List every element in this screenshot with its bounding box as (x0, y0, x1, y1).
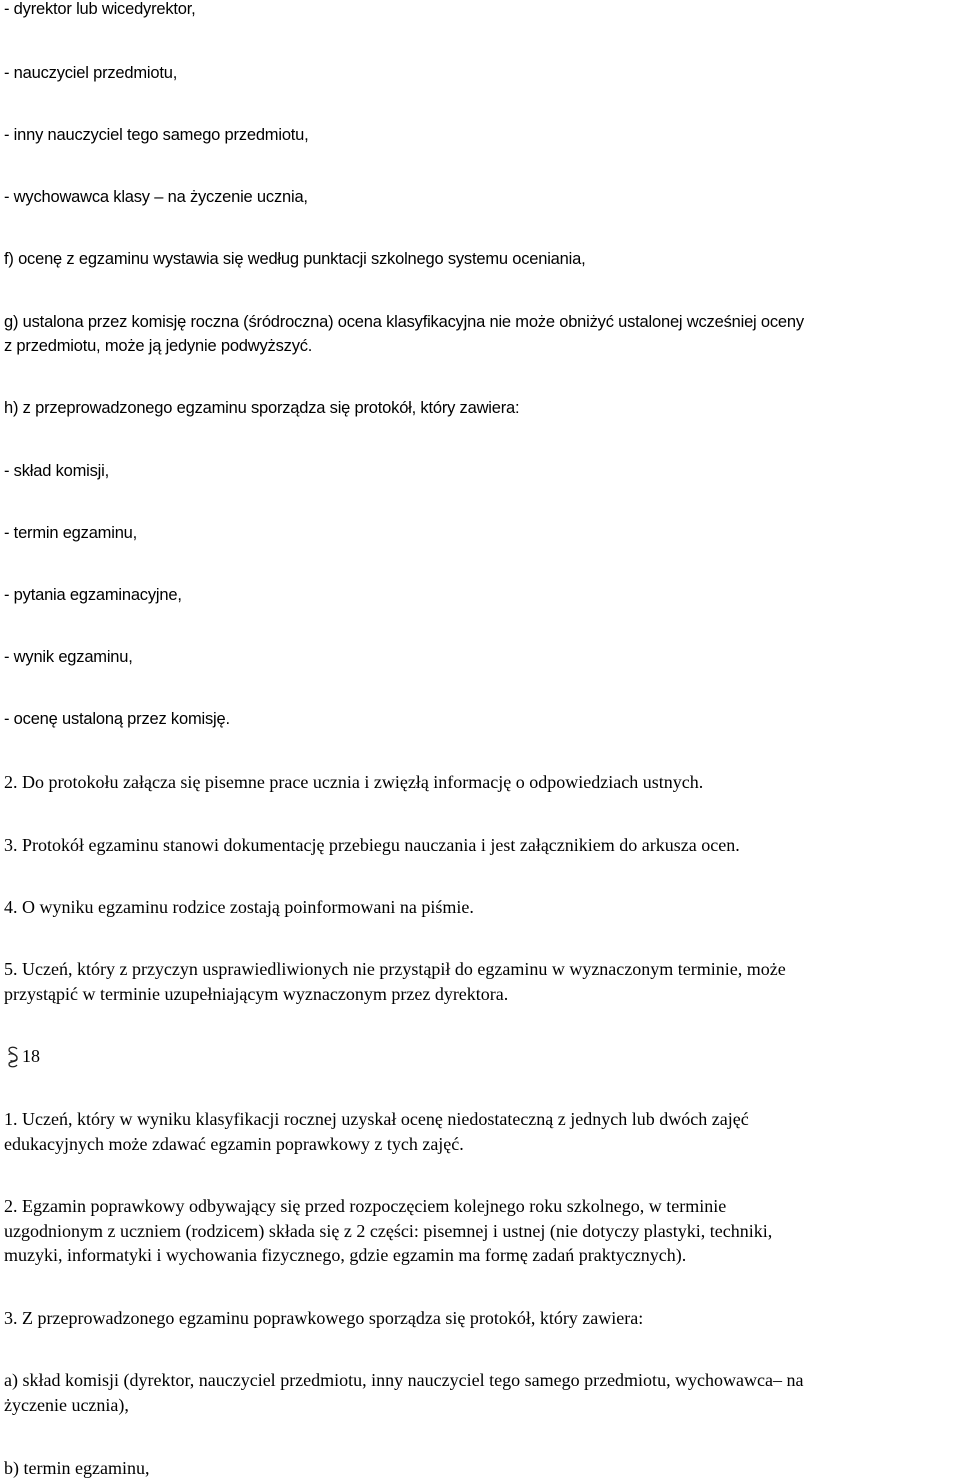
paragraph: 5. Uczeń, który z przyczyn usprawiedliwionych nie przystąpił do egzaminu w wyznaczonym terminie, może (4, 959, 786, 979)
list-item: życzenie ucznia), (4, 1395, 129, 1415)
paragraph: z przedmiotu, może ją jedynie podwyższyć. (4, 337, 313, 355)
paragraph: 3. Z przeprowadzonego egzaminu poprawkowego sporządza się protokół, który zawiera: (4, 1308, 644, 1328)
paragraph: g) ustalona przez komisję roczna (śródroczna) ocena klasyfikacyjna nie może obniżyć ustalonej wcześniej oceny (4, 313, 804, 331)
list-item: - dyrektor lub wicedyrektor, (4, 0, 196, 18)
paragraph: 3. Protokół egzaminu stanowi dokumentację przebiegu nauczania i jest załącznikiem do arkusza ocen. (4, 835, 740, 855)
paragraph: edukacyjnych może zdawać egzamin poprawkowy z tych zajęć. (4, 1134, 464, 1154)
paragraph: 2. Egzamin poprawkowy odbywający się przed rozpoczęciem kolejnego roku szkolnego, w terminie (4, 1196, 727, 1216)
list-item: b) termin egzaminu, (4, 1458, 150, 1478)
list-item: - inny nauczyciel tego samego przedmiotu, (4, 126, 309, 144)
section-number: 18 (22, 1046, 40, 1066)
list-item: a) skład komisji (dyrektor, nauczyciel przedmiotu, inny nauczyciel tego samego przedmiotu, wychowawca– na (4, 1370, 804, 1390)
paragraph: 2. Do protokołu załącza się pisemne prace ucznia i zwięzłą informację o odpowiedziach ustnych. (4, 772, 704, 792)
list-item: - pytania egzaminacyjne, (4, 586, 182, 604)
paragraph: muzyki, informatyki i wychowania fizycznego, gdzie egzamin ma formę zadań praktycznych). (4, 1245, 687, 1265)
paragraph: przystąpić w terminie uzupełniającym wyznaczonym przez dyrektora. (4, 984, 509, 1004)
paragraph: uzgodnionym z uczniem (rodzicem) składa się z 2 części: pisemnej i ustnej (nie dotyczy plastyki, techniki, (4, 1221, 773, 1241)
paragraph: 4. O wyniku egzaminu rodzice zostają poinformowani na piśmie. (4, 897, 474, 917)
paragraph: f) ocenę z egzaminu wystawia się według punktacji szkolnego systemu oceniania, (4, 250, 586, 268)
list-item: - nauczyciel przedmiotu, (4, 64, 178, 82)
list-item: - skład komisji, (4, 462, 109, 480)
list-item: - wychowawca klasy – na życzenie ucznia, (4, 188, 308, 206)
section-sign-icon (6, 1046, 20, 1068)
list-item: - wynik egzaminu, (4, 648, 133, 666)
list-item: - ocenę ustaloną przez komisję. (4, 710, 230, 728)
paragraph: h) z przeprowadzonego egzaminu sporządza się protokół, który zawiera: (4, 399, 520, 417)
list-item: - termin egzaminu, (4, 524, 138, 542)
paragraph: 1. Uczeń, który w wyniku klasyfikacji rocznej uzyskał ocenę niedostateczną z jednych lub dwóch zajęć (4, 1109, 749, 1129)
